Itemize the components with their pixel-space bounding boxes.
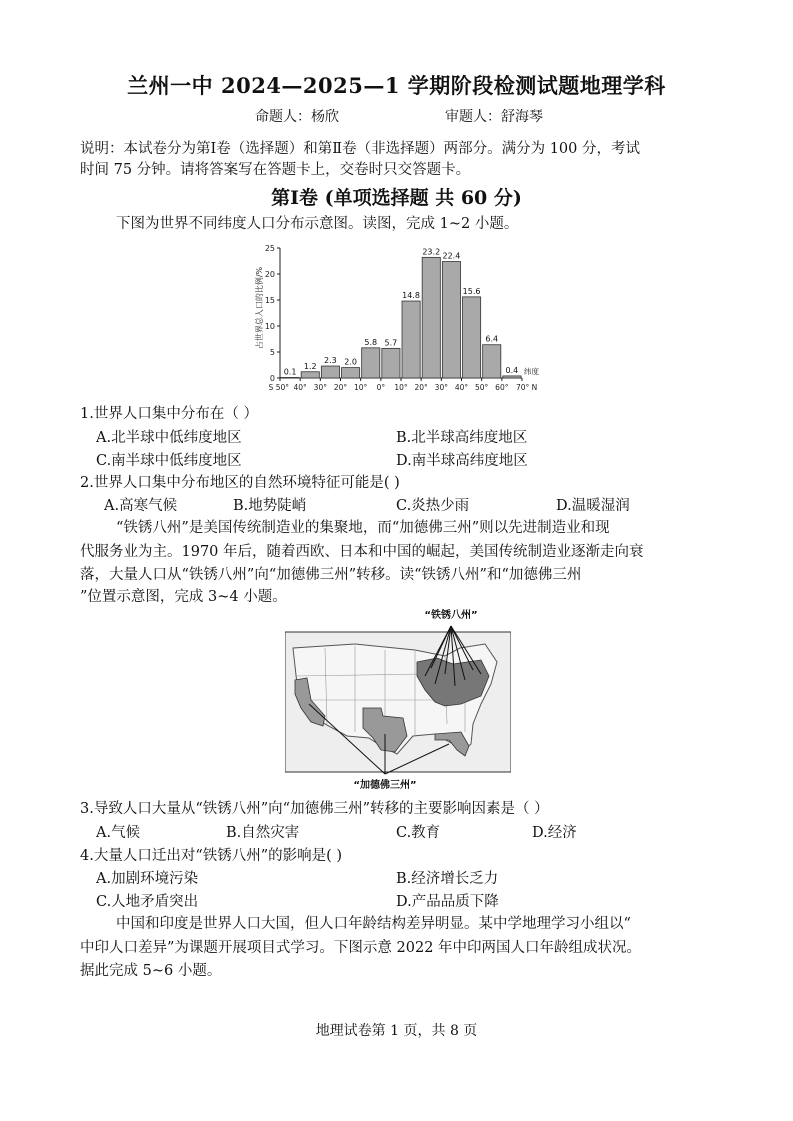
question-1-stem: 1.世界人口集中分布在（ ）: [80, 406, 258, 422]
instructions-line1: 说明：本试卷分为第Ⅰ卷（选择题）和第Ⅱ卷（非选择题）两部分。满分为 100 分，考试: [80, 141, 640, 157]
bar-value-label: 23.2: [422, 247, 441, 257]
question-4-option-c[interactable]: C.人地矛盾突出: [96, 894, 199, 910]
bar-value-label: 1.2: [303, 361, 317, 371]
y-tick-label: 25: [264, 244, 275, 253]
y-tick-label: 5: [269, 348, 275, 357]
question-1-option-d[interactable]: D.南半球高纬度地区: [396, 453, 528, 469]
x-tick-label: 70° N: [516, 383, 538, 392]
x-tick-label: 10°: [394, 383, 408, 392]
rust-belt-label: “铁锈八州”: [424, 610, 478, 621]
x-tick-label: 30°: [313, 383, 327, 392]
bar-value-label: 2.3: [324, 356, 337, 366]
exam-title: 兰州一中 2024—2025—1 学期阶段检测试题地理学科: [127, 73, 666, 98]
question-4-option-b[interactable]: B.经济增长乏力: [396, 871, 499, 887]
bar: [342, 368, 360, 378]
question-3-stem: 3.导致人口大量从“铁锈八州”向“加德佛三州”转移的主要影响因素是（ ）: [80, 801, 549, 817]
x-tick-label: 20°: [333, 383, 348, 392]
question-3-option-a[interactable]: A.气候: [96, 825, 141, 841]
y-tick-label: 15: [264, 296, 275, 305]
reviewer: 审题人：舒海琴: [445, 109, 543, 125]
intro-q5-6-line2: 中印人口差异”为课题开展项目式学习。下图示意 2022 年中印两国人口年龄组成状况。: [80, 940, 642, 956]
question-2-option-a[interactable]: A.高寒气候: [104, 498, 178, 514]
bar-value-label: 5.7: [384, 338, 398, 348]
bar: [301, 372, 319, 378]
question-1-option-c[interactable]: C.南半球中低纬度地区: [96, 453, 242, 469]
x-tick-label: 40°: [293, 383, 307, 392]
bar: [362, 348, 380, 378]
bar-value-label: 2.0: [344, 357, 357, 367]
question-1-option-b[interactable]: B.北半球高纬度地区: [396, 430, 528, 446]
intro-q1-2: 下图为世界不同纬度人口分布示意图。读图，完成 1~2 小题。: [116, 216, 519, 232]
question-3-option-b[interactable]: B.自然灾害: [226, 825, 300, 841]
intro-q3-4-line4: ”位置示意图，完成 3~4 小题。: [80, 589, 287, 605]
x-tick-label: S 50°: [268, 383, 289, 392]
intro-q3-4-line3: 落，大量人口从“铁锈八州”向“加德佛三州”转移。读“铁锈八州”和“加德佛三州: [80, 567, 582, 583]
instructions-line2: 时间 75 分钟。请将答案写在答题卡上，交卷时只交答题卡。: [80, 162, 471, 178]
bar-value-label: 5.8: [364, 337, 378, 347]
latitude-population-chart: [240, 236, 550, 398]
x-axis-label: 纬度: [524, 367, 539, 376]
sun-belt-label: “加德佛三州”: [353, 780, 417, 791]
question-2-option-c[interactable]: C.炎热少雨: [396, 498, 470, 514]
intro-q3-4-line1: “铁锈八州”是美国传统制造业的集聚地，而“加德佛三州”则以先进制造业和现: [116, 520, 610, 536]
y-tick-label: 0: [269, 374, 275, 383]
bar-value-label: 6.4: [485, 334, 499, 344]
bar: [321, 366, 339, 378]
bar: [281, 377, 299, 378]
question-3-option-d[interactable]: D.经济: [532, 825, 577, 841]
bar-value-label: 22.4: [442, 251, 461, 261]
question-2-option-b[interactable]: B.地势陡峭: [233, 498, 307, 514]
question-4-option-d[interactable]: D.产品品质下降: [396, 894, 499, 910]
bar: [463, 297, 481, 378]
page-footer: 地理试卷第 1 页，共 8 页: [315, 1023, 478, 1039]
intro-q3-4-line2: 代服务业为主。1970 年后，随着西欧、日本和中国的崛起，美国传统制造业逐渐走向衰: [80, 544, 644, 560]
x-tick-label: 10°: [354, 383, 368, 392]
x-tick-label: 60°: [495, 383, 509, 392]
question-4-stem: 4.大量人口迁出对“铁锈八州”的影响是( ): [80, 848, 343, 864]
x-tick-label: 30°: [434, 383, 448, 392]
question-3-option-c[interactable]: C.教育: [396, 825, 441, 841]
bar-value-label: 15.6: [462, 286, 481, 296]
bar-value-label: 0.1: [283, 367, 297, 377]
bar: [422, 257, 440, 378]
question-4-option-a[interactable]: A.加剧环境污染: [96, 871, 199, 887]
x-tick-label: 50°: [475, 383, 489, 392]
x-tick-label: 20°: [414, 383, 428, 392]
bar: [442, 262, 460, 378]
setter: 命题人：杨欣: [255, 109, 339, 125]
bar: [402, 301, 420, 378]
question-2-stem: 2.世界人口集中分布地区的自然环境特征可能是( ): [80, 475, 400, 491]
question-1-option-a[interactable]: A.北半球中低纬度地区: [96, 430, 242, 446]
usa-rust-sun-belt-map: [285, 604, 511, 794]
bar-value-label: 0.4: [505, 365, 519, 375]
intro-q5-6-line1: 中国和印度是世界人口大国，但人口年龄结构差异明显。某中学地理学习小组以“: [116, 916, 631, 932]
bar: [483, 345, 501, 378]
section-title: 第Ⅰ卷 (单项选择题 共 60 分): [271, 187, 522, 209]
y-tick-label: 10: [264, 322, 275, 331]
intro-q5-6-line3: 据此完成 5~6 小题。: [80, 963, 222, 979]
x-tick-label: 40°: [454, 383, 469, 392]
bar: [503, 376, 521, 378]
question-2-option-d[interactable]: D.温暖湿润: [556, 498, 630, 514]
y-tick-label: 20: [264, 270, 275, 279]
bar: [382, 348, 400, 378]
bar-value-label: 14.8: [402, 291, 420, 301]
y-axis-label: 占世界总人口的比例/%: [255, 266, 264, 350]
x-tick-label: 0°: [376, 383, 386, 392]
